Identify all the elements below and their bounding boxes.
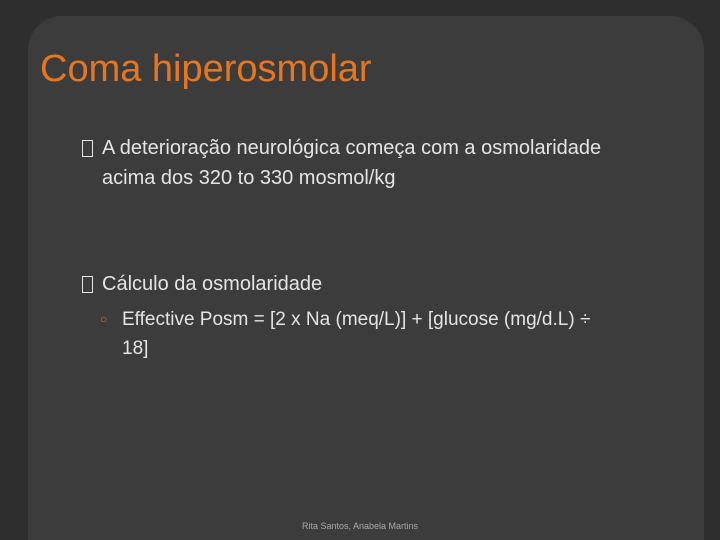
bullet-text: Cálculo da osmolaridade xyxy=(102,273,323,295)
slide-title: Coma hiperosmolar xyxy=(40,48,372,90)
slide-footer: Rita Santos, Anabela Martins xyxy=(301,521,419,531)
bullet-box-icon xyxy=(82,269,102,302)
circle-bullet-icon: ○ xyxy=(100,312,108,326)
bullet-text: A deterioração neurológica começa com a osmolaridade acima dos 320 to 330 mosmol/kg xyxy=(102,137,602,189)
sub-bullet-text: Effective Posm = [2 x Na (meq/L)] + [glucose (mg/d.L) ÷ 18] xyxy=(122,309,591,359)
bullet-item xyxy=(82,269,602,302)
bullet-item xyxy=(82,133,602,193)
sub-bullet-item xyxy=(100,305,620,363)
bullet-box-icon xyxy=(82,133,102,193)
